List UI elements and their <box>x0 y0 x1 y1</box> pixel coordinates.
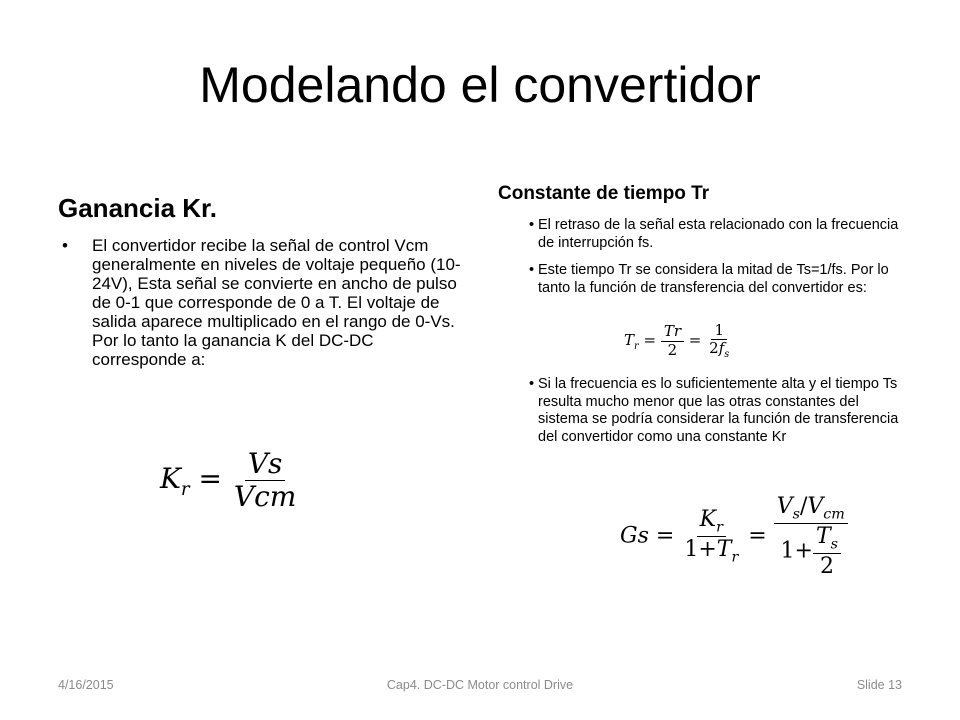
transfer-function-equation <box>620 494 848 579</box>
eq2-inner-den: 2 <box>820 553 834 579</box>
time-constant-equation <box>624 322 732 360</box>
bullet-dot-icon: • <box>529 217 535 233</box>
eq2-fraction-1 <box>681 507 741 566</box>
eq1-f2-den-coef: 2 <box>709 339 719 358</box>
eq1-fraction-2 <box>706 322 732 360</box>
right-bullet-1-text: El retraso de la señal esta relacionado con la frecuencia de interrupción fs. <box>538 217 899 251</box>
eq1-f2-den-sub: s <box>724 349 730 361</box>
right-bullet-3 <box>529 376 908 446</box>
eq1-f1-den: 2 <box>667 340 678 359</box>
slide-title: Modelando el convertidor <box>199 57 761 113</box>
footer-slide-number: Slide 13 <box>856 678 902 692</box>
eq2-equals-2: = <box>748 523 767 549</box>
footer-date: 4/16/2015 <box>58 678 114 692</box>
eq2-f2-den-one: 1 <box>780 538 795 564</box>
eq2-equals: = <box>655 523 675 549</box>
eq2-f1-den-plus: + <box>698 536 717 562</box>
eq1-equals-2: = <box>688 331 702 350</box>
gain-equation <box>160 448 299 513</box>
left-bullet <box>62 236 470 369</box>
eq-fraction <box>231 448 299 513</box>
right-heading: Constante de tiempo Tr <box>498 183 710 204</box>
eq2-lhs: Gs <box>620 523 649 549</box>
eq2-f1-num: K <box>699 507 717 533</box>
right-bullet-3-text: Si la frecuencia es lo suficientemente alta y el tiempo Ts resulta mucho menor que las otras constantes del sistema se podría considerar la función de transferencia del convertidor como una constante Kr <box>538 376 899 445</box>
eq2-inner-num: T <box>815 523 831 549</box>
eq1-fraction-1 <box>661 323 684 359</box>
eq2-f1-den-sub: r <box>731 549 739 566</box>
eq1-f1-num: Tr <box>661 323 684 341</box>
eq-denominator: Vcm <box>233 480 297 514</box>
eq1-f2-den-var: f <box>718 339 725 358</box>
eq1-lhs: T <box>624 331 635 350</box>
eq2-inner-num-sub: s <box>830 536 839 553</box>
right-bullet-2-text: Este tiempo Tr se considera la mitad de Ts=1/fs. Por lo tanto la función de transferencia del convertidor es: <box>538 262 889 296</box>
eq2-f2-slash: / <box>799 494 808 519</box>
eq1-equals: = <box>643 331 657 350</box>
eq2-f2-den-plus: + <box>794 538 813 564</box>
eq2-f2-num-b: V <box>807 494 824 519</box>
eq2-f2-num-a: V <box>776 494 793 519</box>
bullet-dot-icon: • <box>529 376 535 392</box>
eq2-f1-den-var: T <box>716 536 732 562</box>
left-heading: Ganancia Kr. <box>58 193 217 223</box>
right-bullet-1 <box>529 217 908 252</box>
bullet-dot-icon: • <box>62 236 68 255</box>
eq-lhs-sub: r <box>180 478 190 500</box>
right-bullet-2 <box>529 262 908 297</box>
eq-numerator: Vs <box>245 448 286 481</box>
eq2-inner-fraction <box>813 524 841 579</box>
eq2-f2-num-a-sub: s <box>792 506 800 523</box>
eq1-f2-num: 1 <box>711 322 727 340</box>
eq1-lhs-sub: r <box>634 341 639 353</box>
eq2-f2-num-b-sub: cm <box>823 506 845 523</box>
eq2-f1-den-one: 1 <box>684 536 699 562</box>
eq2-f1-num-sub: r <box>716 519 723 536</box>
left-bullet-text: El convertidor recibe la señal de control Vcm generalmente en niveles de voltaje pequeño (10-24V), Esta señal se convierte en ancho de pulso de 0-1 que corresponde de 0 a T. El voltaje de salida aparece multiplicado en el rango de 0-Vs. Por lo tanto la ganancia K del DC-DC corresponde a: <box>92 236 461 369</box>
bullet-dot-icon: • <box>529 262 535 278</box>
footer-center: Cap4. DC-DC Motor control Drive <box>386 678 574 692</box>
eq-lhs: K <box>160 462 181 496</box>
eq-equals: = <box>198 462 222 496</box>
eq2-fraction-2 <box>774 494 848 579</box>
